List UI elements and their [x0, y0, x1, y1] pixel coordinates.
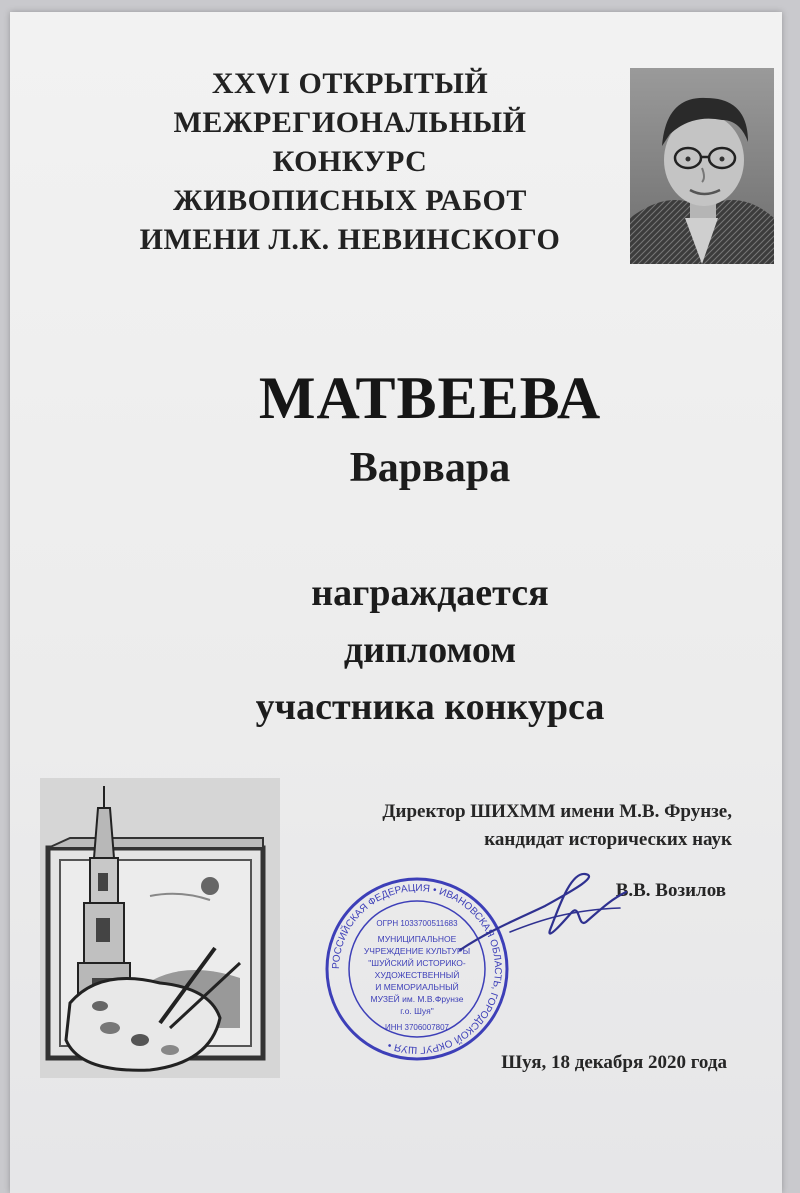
title-line: ИМЕНИ Л.К. НЕВИНСКОГО [139, 223, 561, 256]
director-name: В.В. Возилов [615, 880, 726, 901]
recipient-first-name: Варвара [349, 445, 511, 491]
title-line: ЖИВОПИСНЫХ РАБОТ [173, 184, 527, 217]
director-signature [450, 870, 630, 960]
title-line: МЕЖРЕГИОНАЛЬНЫЙ [173, 106, 527, 139]
director-title [382, 798, 732, 854]
stamp-ogrn: ОГРН 1033700511683 [376, 919, 458, 928]
stamp-line: "ШУЙСКИЙ ИСТОРИКО- [368, 958, 466, 968]
diploma-sheet [10, 12, 782, 1193]
award-line: дипломом [343, 629, 517, 671]
stamp-line: И МЕМОРИАЛЬНЫЙ [375, 982, 459, 992]
stamp-line: ХУДОЖЕСТВЕННЫЙ [374, 970, 460, 980]
stamp-line: МУЗЕЙ им. М.В.Фрунзе [370, 994, 464, 1004]
award-line: участника конкурса [255, 686, 605, 728]
bell-tower-palette-drawing [40, 778, 280, 1078]
stamp-inn: ИНН 3706007807 [384, 1023, 450, 1032]
stamp-line: г.о. Шуя" [400, 1006, 434, 1016]
award-line: награждается [311, 572, 549, 614]
competition-title [50, 64, 650, 259]
title-line: КОНКУРС [272, 145, 428, 178]
issue-date: Шуя, 18 декабря 2020 года [501, 1052, 727, 1073]
director-title-line: Директор ШИХММ имени М.В. Фрунзе, [382, 801, 732, 822]
title-line: XXVI ОТКРЫТЫЙ [211, 67, 489, 100]
award-text [10, 565, 800, 736]
stamp-line: УЧРЕЖДЕНИЕ КУЛЬТУРЫ [363, 946, 471, 956]
portrait-photo [630, 68, 774, 264]
stamp-ring-text: РОССИЙСКАЯ ФЕДЕРАЦИЯ • ИВАНОВСКАЯ ОБЛАСТЬ, ГОРОДСКОЙ ОКРУГ ШУЯ • [330, 882, 504, 1056]
director-title-line: кандидат исторических наук [484, 829, 732, 850]
recipient-surname: МАТВЕЕВА [258, 365, 602, 431]
stamp-line: МУНИЦИПАЛЬНОЕ [377, 934, 457, 944]
